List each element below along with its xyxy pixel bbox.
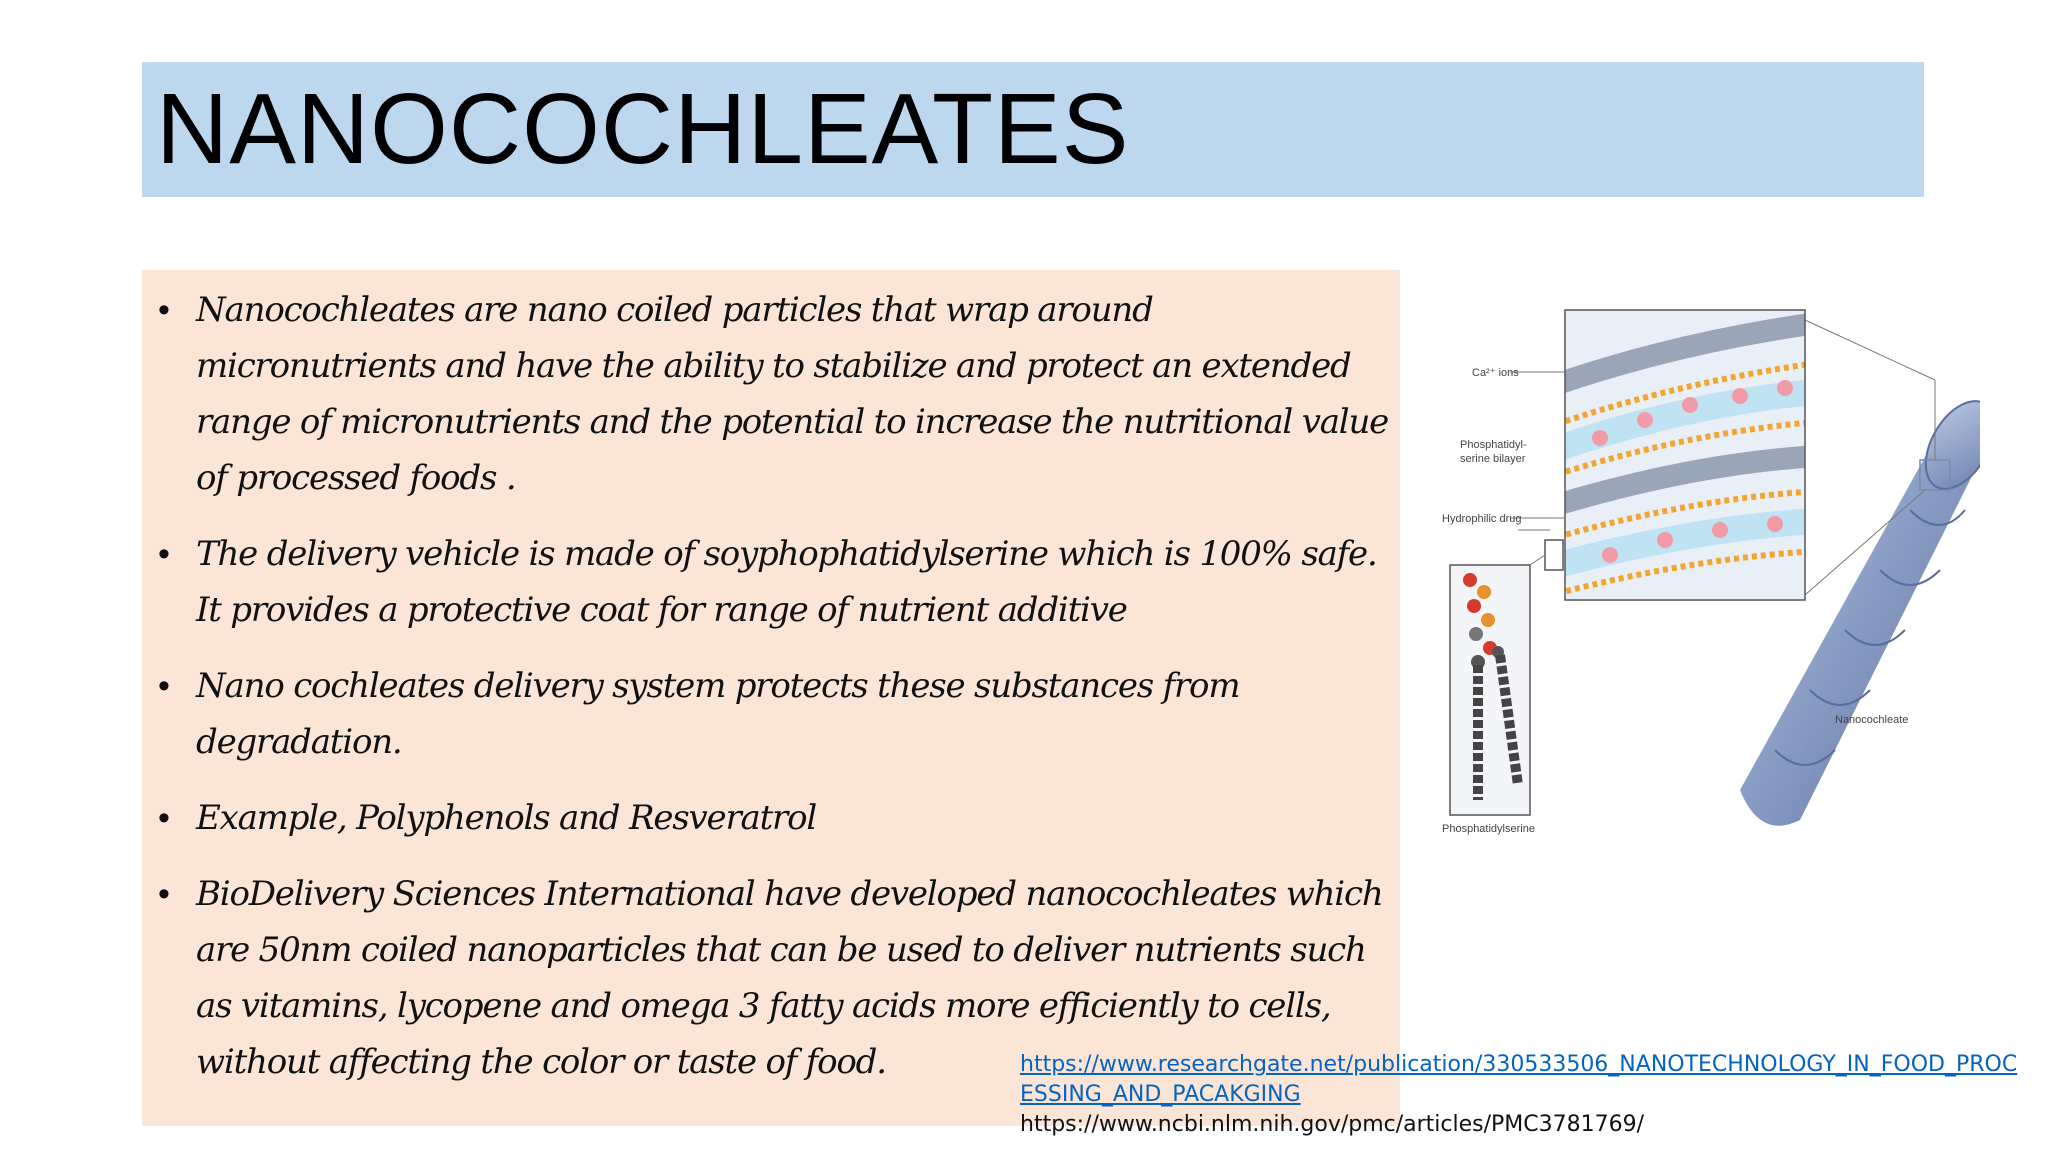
bullet-dot-icon: • [158, 875, 169, 913]
bullet-item [156, 658, 1396, 770]
bullet-dot-icon: • [158, 667, 169, 705]
label-ca-ions: Ca²⁺ ions [1472, 367, 1519, 379]
bullet-item [156, 282, 1396, 506]
label-nanocochleate: Nanocochleate [1835, 714, 1909, 726]
references [1020, 1050, 2020, 1140]
content-box [142, 270, 1400, 1126]
phosphatidylserine-molecule [1450, 530, 1563, 815]
label-bilayer-1: Phosphatidyl- [1460, 439, 1527, 451]
bullet-text: The delivery vehicle is made of soyphophatidylserine which is 100% safe. It provides a protective coat for range of nutrient additive [196, 534, 1377, 630]
bilayer-inset [1540, 310, 1840, 600]
bullet-dot-icon: • [158, 291, 169, 329]
label-hydrophilic-drug: Hydrophilic drug [1442, 513, 1522, 525]
bullet-dot-icon: • [158, 799, 169, 837]
researchgate-link[interactable]: https://www.researchgate.net/publication/330533506_NANOTECHNOLOGY_IN_FOOD_PROCESSING_AND_PACAKGING [1020, 1052, 2018, 1107]
bullet-text: Nano cochleates delivery system protects these substances from degradation. [196, 666, 1240, 762]
ncbi-reference: https://www.ncbi.nlm.nih.gov/pmc/articles/PMC3781769/ [1020, 1112, 1645, 1137]
bullet-item [156, 790, 1396, 846]
bullet-list [156, 282, 1396, 1110]
title-bar [142, 62, 1924, 197]
bullet-text: Example, Polyphenols and Resveratrol [196, 798, 817, 838]
bullet-text: BioDelivery Sciences International have developed nanocochleates which are 50nm coiled nanoparticles that can be used to deliver nutrients such as vitamins, lycopene and omega 3 fatty acids more efficiently to cells, without affecting the color or taste of food. [196, 874, 1383, 1082]
bullet-text: Nanocochleates are nano coiled particles that wrap around micronutrients and have the ability to stabilize and protect an extended range of micronutrients and the potential to increase the nutritional value of processed foods . [196, 290, 1389, 498]
label-bilayer-2: serine bilayer [1460, 453, 1526, 465]
label-phosphatidylserine: Phosphatidylserine [1442, 823, 1535, 835]
slide-title: NANOCOCHLEATES [156, 73, 1130, 185]
bullet-item [156, 526, 1396, 638]
bullet-dot-icon: • [158, 535, 169, 573]
nanocochleate-diagram [1440, 280, 1980, 840]
